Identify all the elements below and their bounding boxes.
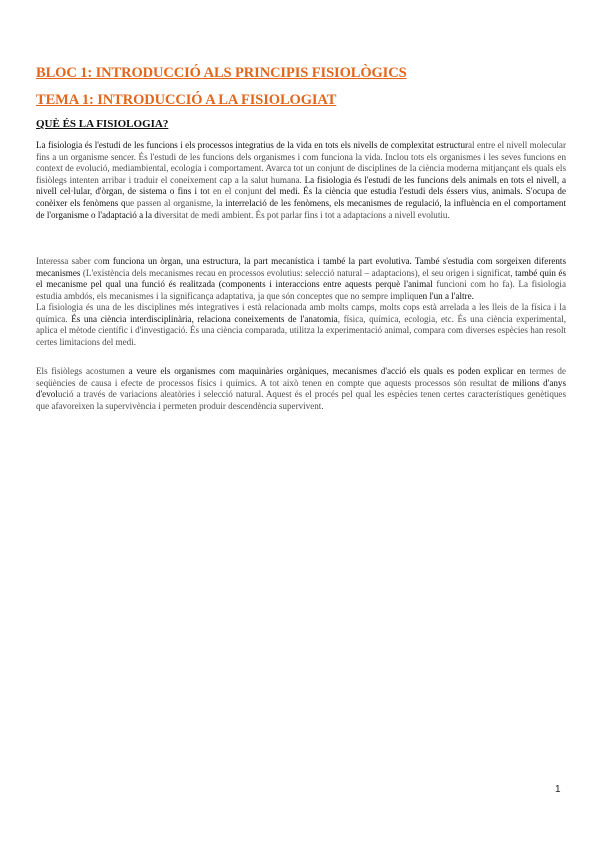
paragraph-1-text-4: iversitat de medi ambient. És pot parlar fins i tot a adaptacions a nivell evolutiu. bbox=[158, 209, 450, 220]
paragraph-4-emphasis-1: a veure els organismes com maquinàries orgàniques, mecanismes d'acció els quals es poden explicar en bbox=[128, 366, 526, 376]
paragraph-2-text-3: funcioni com ho fa). La fisiologia estudia ambdós, els mecanismes i la significança adaptativa, ja que són conceptes que no sempre impliqu bbox=[36, 279, 566, 301]
paragraph-3-emphasis-1: És una ciència interdisciplinària, relaciona coneixements de l'anatomia bbox=[71, 313, 338, 324]
paragraph-2-text-2: (L'existència dels mecanismes recau en processos evolutius: selecció natural – adaptacions), el seu origen i significat, bbox=[80, 267, 516, 278]
paragraph-2 bbox=[36, 256, 566, 302]
tema-heading: TEMA 1: INTRODUCCIÓ A LA FISIOLOGIAT bbox=[36, 92, 337, 108]
paragraph-4-text-2: termes de seqüències de causa i efecte de processos físics i químics. A tot això tenen en compte que aquests processos són resultat bbox=[36, 366, 566, 388]
paragraph-4-emphasis-2: de milions d'anys d'evol bbox=[36, 377, 566, 400]
paragraph-1 bbox=[36, 140, 566, 221]
paragraph-2-text-1: Interessa saber co bbox=[36, 256, 103, 266]
paragraph-2-emphasis-1: m funciona un òrgan, una estructura, la part mecanística i també la part evolutiva. També s'estudia com sorgeixen diferents mecanismes bbox=[36, 256, 566, 278]
paragraph-3-text-1: La fisiologia és una de les disciplines més integratives i està relacionada amb molts camps, molts cops està arrelada a les lleis de la física i la química. bbox=[36, 302, 566, 324]
paragraph-1-emphasis-3: del medi. És la ciència que estudia l'estudi dels éssers vius, animals. S'ocupa de conèixer els fenòmens q bbox=[36, 186, 566, 208]
paragraph-1-text-1: al entre el nivell molecular fins a un organisme sencer. És l'estudi de les funcions dels organismes i com funciona la vida. Inclou tots els organismes i les seves funcions en context de evolució, mediambiental, ecologia i comportament. Avarca tot un conjunt de disciplines de la ciència moderna mitjançant els quals els fisiòlegs intenten arribar i traduir el coneixement cap a la salut humana. bbox=[36, 140, 566, 185]
section-heading: QUÈ ÉS LA FISIOLOGIA? bbox=[36, 118, 169, 130]
paragraph-1-text-3: ue passen al organisme, la bbox=[125, 197, 226, 208]
bloc-heading: BLOC 1: INTRODUCCIÓ ALS PRINCIPIS FISIOLÒGICS bbox=[36, 65, 407, 81]
paragraph-1-emphasis-2: La fisiologia és l'estudi de les funcions dels animals en tots el nivell, a nivell cel·lular, d'òrgan, de sistema o fins i to bbox=[36, 174, 566, 197]
page-number: 1 bbox=[555, 784, 561, 795]
paragraph-3 bbox=[36, 302, 566, 348]
paragraph-3-text-2: , física, química, ecologia, etc. És una ciència experimental, aplica el mètode científic i d'investigació. És una ciència comparada, utilitza la experimentació animal, compara com diverses espècies han resolt certes limitacions del medi. bbox=[36, 313, 567, 347]
paragraph-4-text-1: Els fisiòlegs acostumen bbox=[36, 366, 129, 376]
paragraph-1-emphasis-1: La fisiologia és l'estudi de les funcions i els processos integratius de la vida en tots els nivells de complexitat estructur bbox=[36, 140, 469, 150]
paragraph-2-emphasis-3: en l'un a l'altre. bbox=[418, 290, 474, 301]
paragraph-4-text-3: ució a través de variacions aleatòries i selecció natural. Aquest és el procés pel qual les espècies tenen certes característiques genètiques que afavoreixen la supervivència i permeten produir descendència supervivent. bbox=[36, 389, 566, 411]
paragraph-2-emphasis-2: també quin és el mecanisme pel qual una funció és realitzada (components i interaccions entre aquests perquè l'animal bbox=[36, 267, 566, 290]
paragraph-4 bbox=[36, 366, 566, 412]
paragraph-1-text-2: t en el conjunt bbox=[207, 186, 266, 197]
paragraph-1-emphasis-4: interrelació de les fenòmens, els mecanismes de regulació, la influència en el comportament de l'organisme o l'adaptació a la d bbox=[36, 197, 566, 220]
